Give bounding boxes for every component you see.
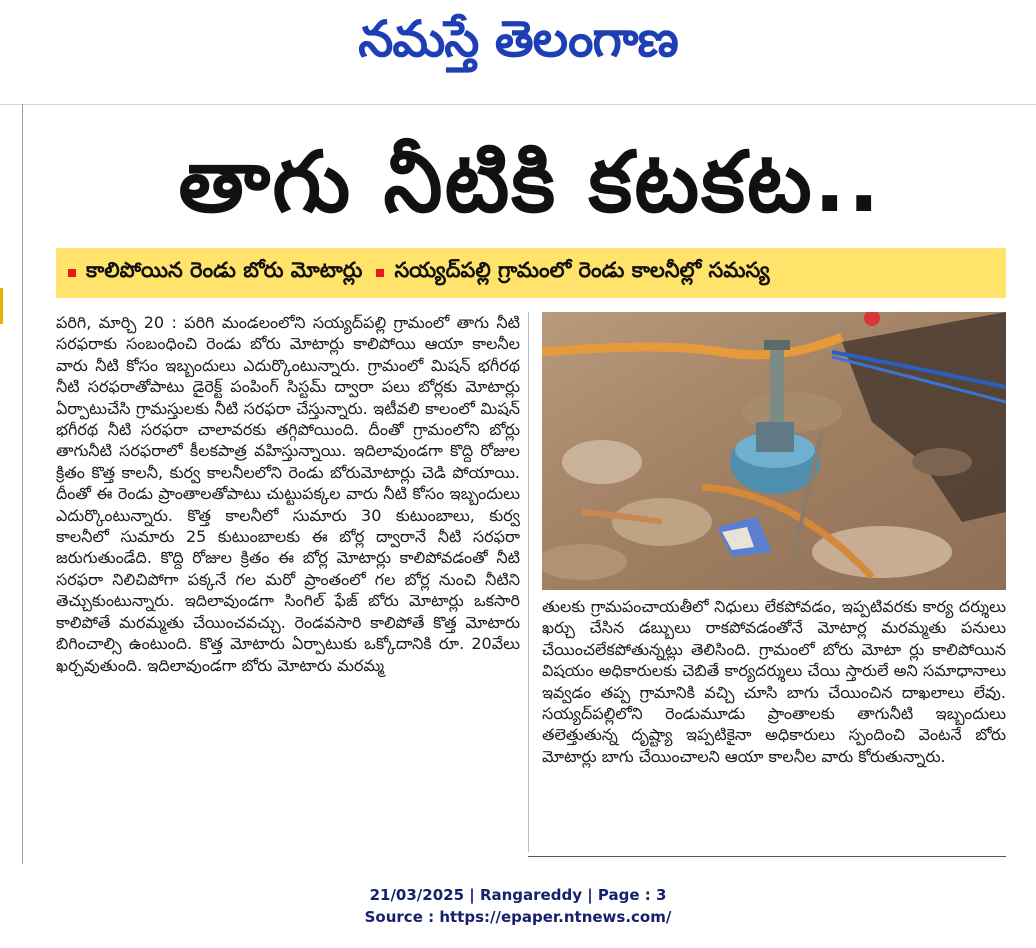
article-end-rule [528, 856, 1006, 857]
strap-item-1: కాలిపోయిన రెండు బోరు మోటార్లు [86, 258, 363, 282]
page-top-border [0, 104, 1036, 105]
footer-edition-line: 21/03/2025 | Rangareddy | Page : 3 [369, 886, 667, 904]
strap-item-2: సయ్యద్‌పల్లి గ్రామంలో రెండు కాలనీల్లో సమస్య [394, 258, 770, 282]
headline-strap [56, 248, 1006, 298]
article-photo-borewell-motor [542, 312, 1006, 590]
left-margin-marker [0, 288, 3, 324]
newspaper-masthead: నమస్తే తెలంగాణ [358, 10, 678, 68]
article-column-right [542, 596, 1006, 846]
article-headline: తాగు నీటికి కటకట.. [178, 133, 882, 231]
column-divider [528, 312, 529, 852]
page-footer [0, 884, 1036, 928]
red-bullet-icon [376, 269, 384, 277]
article-body-left: పరిగి, మార్చి 20 : పరిగి మండలంలోని సయ్యద్‌పల్లి గ్రామంలో తాగు నీటి సరఫరాకు సంబంధించి రెండు బోరు మోటార్లు కాలిపోయి ఆయా కాలనీల వారు నీటి కోసం ఇబ్బందులు ఎదుర్కొంటున్నారు. గ్రామంలో మిషన్ భగీరథ నీటి సరఫరాతోపాటు డైరెక్ట్ పంపింగ్ సిస్టమ్ ద్వారా పలు బోర్లకు మోటార్లు ఏర్పాటుచేసి గ్రామస్తులకు నీటి సరఫరా చేస్తున్నారు. ఇటీవలి కాలంలో మిషన్ భగీరథ నీటి సరఫరా చాలావరకు తగ్గిపోయింది. దీంతో గ్రామంలోని బోర్లు తాగునీటి సరఫరాలో కీలకపాత్ర వహిస్తున్నాయి. ఇదిలావుండగా కొద్ది రోజుల క్రితం కొత్త కాలనీ, కుర్వ కాలనీలలోని రెండు బోరుమోటార్లు చెడి పోయాయి. దీంతో ఈ రెండు ప్రాంతాలతోపాటు చుట్టుపక్కల వారు నీటి కోసం ఇబ్బందులు ఎదుర్కొంటున్నారు. కొత్త కాలనీలో సుమారు 30 కుటుంబాలు, కుర్వ కాలనీలో సుమారు 25 కుటుంబాలకు ఈ బోర్ల ద్వారానే నీటి సరఫరా జరుగుతుండేది. కొద్ది రోజుల క్రితం ఈ బోర్ల మోటార్లు కాలిపోవడంతో నీటి సరఫరా నిలిచిపోగా పక్కనే గల మరో ప్రాంతంలో గల బోర్ల నుంచి నీటిని తెచ్చుకుంటున్నారు. ఇదిలావుండగా సింగిల్ ఫేజ్ బోరు మోటార్లు ఒకసారి కాలిపోతే మరమ్మతు చేయించవచ్చు. రెండవసారి కాలిపోతే కొత్త మోటారు బిగించాల్సి ఉంటుంది. కొత్త మోటారు ఏర్పాటుకు ఒక్కోదానికి రూ. 20వేలు ఖర్చవుతుంది. ఇదిలావుండగా బోరు మోటారు మరమ్మ [56, 313, 520, 675]
article-column-left [56, 312, 520, 860]
article-body-right: తులకు గ్రామపంచాయతీలో నిధులు లేకపోవడం, ఇప్పటివరకు కార్య దర్శులు ఖర్చు చేసిన డబ్బులు రాకపోవడంతోనే మోటార్ల మరమ్మతు పనులు చేయించలేకపోతున్నట్లు తెలిసింది. గ్రామంలో బోరు మోటా ర్లు కాలిపోయిన విషయం అధికారులకు చెబితే కార్యదర్శులు చేయి స్తారులే అని సమాధానాలు ఇవ్వడం తప్ప గ్రామానికి వచ్చి చూసి బాగు చేయించిన దాఖలాలు లేవు. సయ్యద్‌పల్లిలోని రెండుమూడు ప్రాంతాలకు తాగునీటి ఇబ్బందులు తలెత్తుతున్న దృష్ట్యా ఇప్పటికైనా అధికారులు స్పందించి వెంటనే బోరు మోటార్లు బాగు చేయించాలని ఆయా కాలనీల వారు కోరుతున్నారు. [542, 597, 1006, 766]
footer-source-line: Source : https://epaper.ntnews.com/ [364, 908, 672, 926]
left-margin-rule [22, 104, 23, 864]
red-bullet-icon [68, 269, 76, 277]
